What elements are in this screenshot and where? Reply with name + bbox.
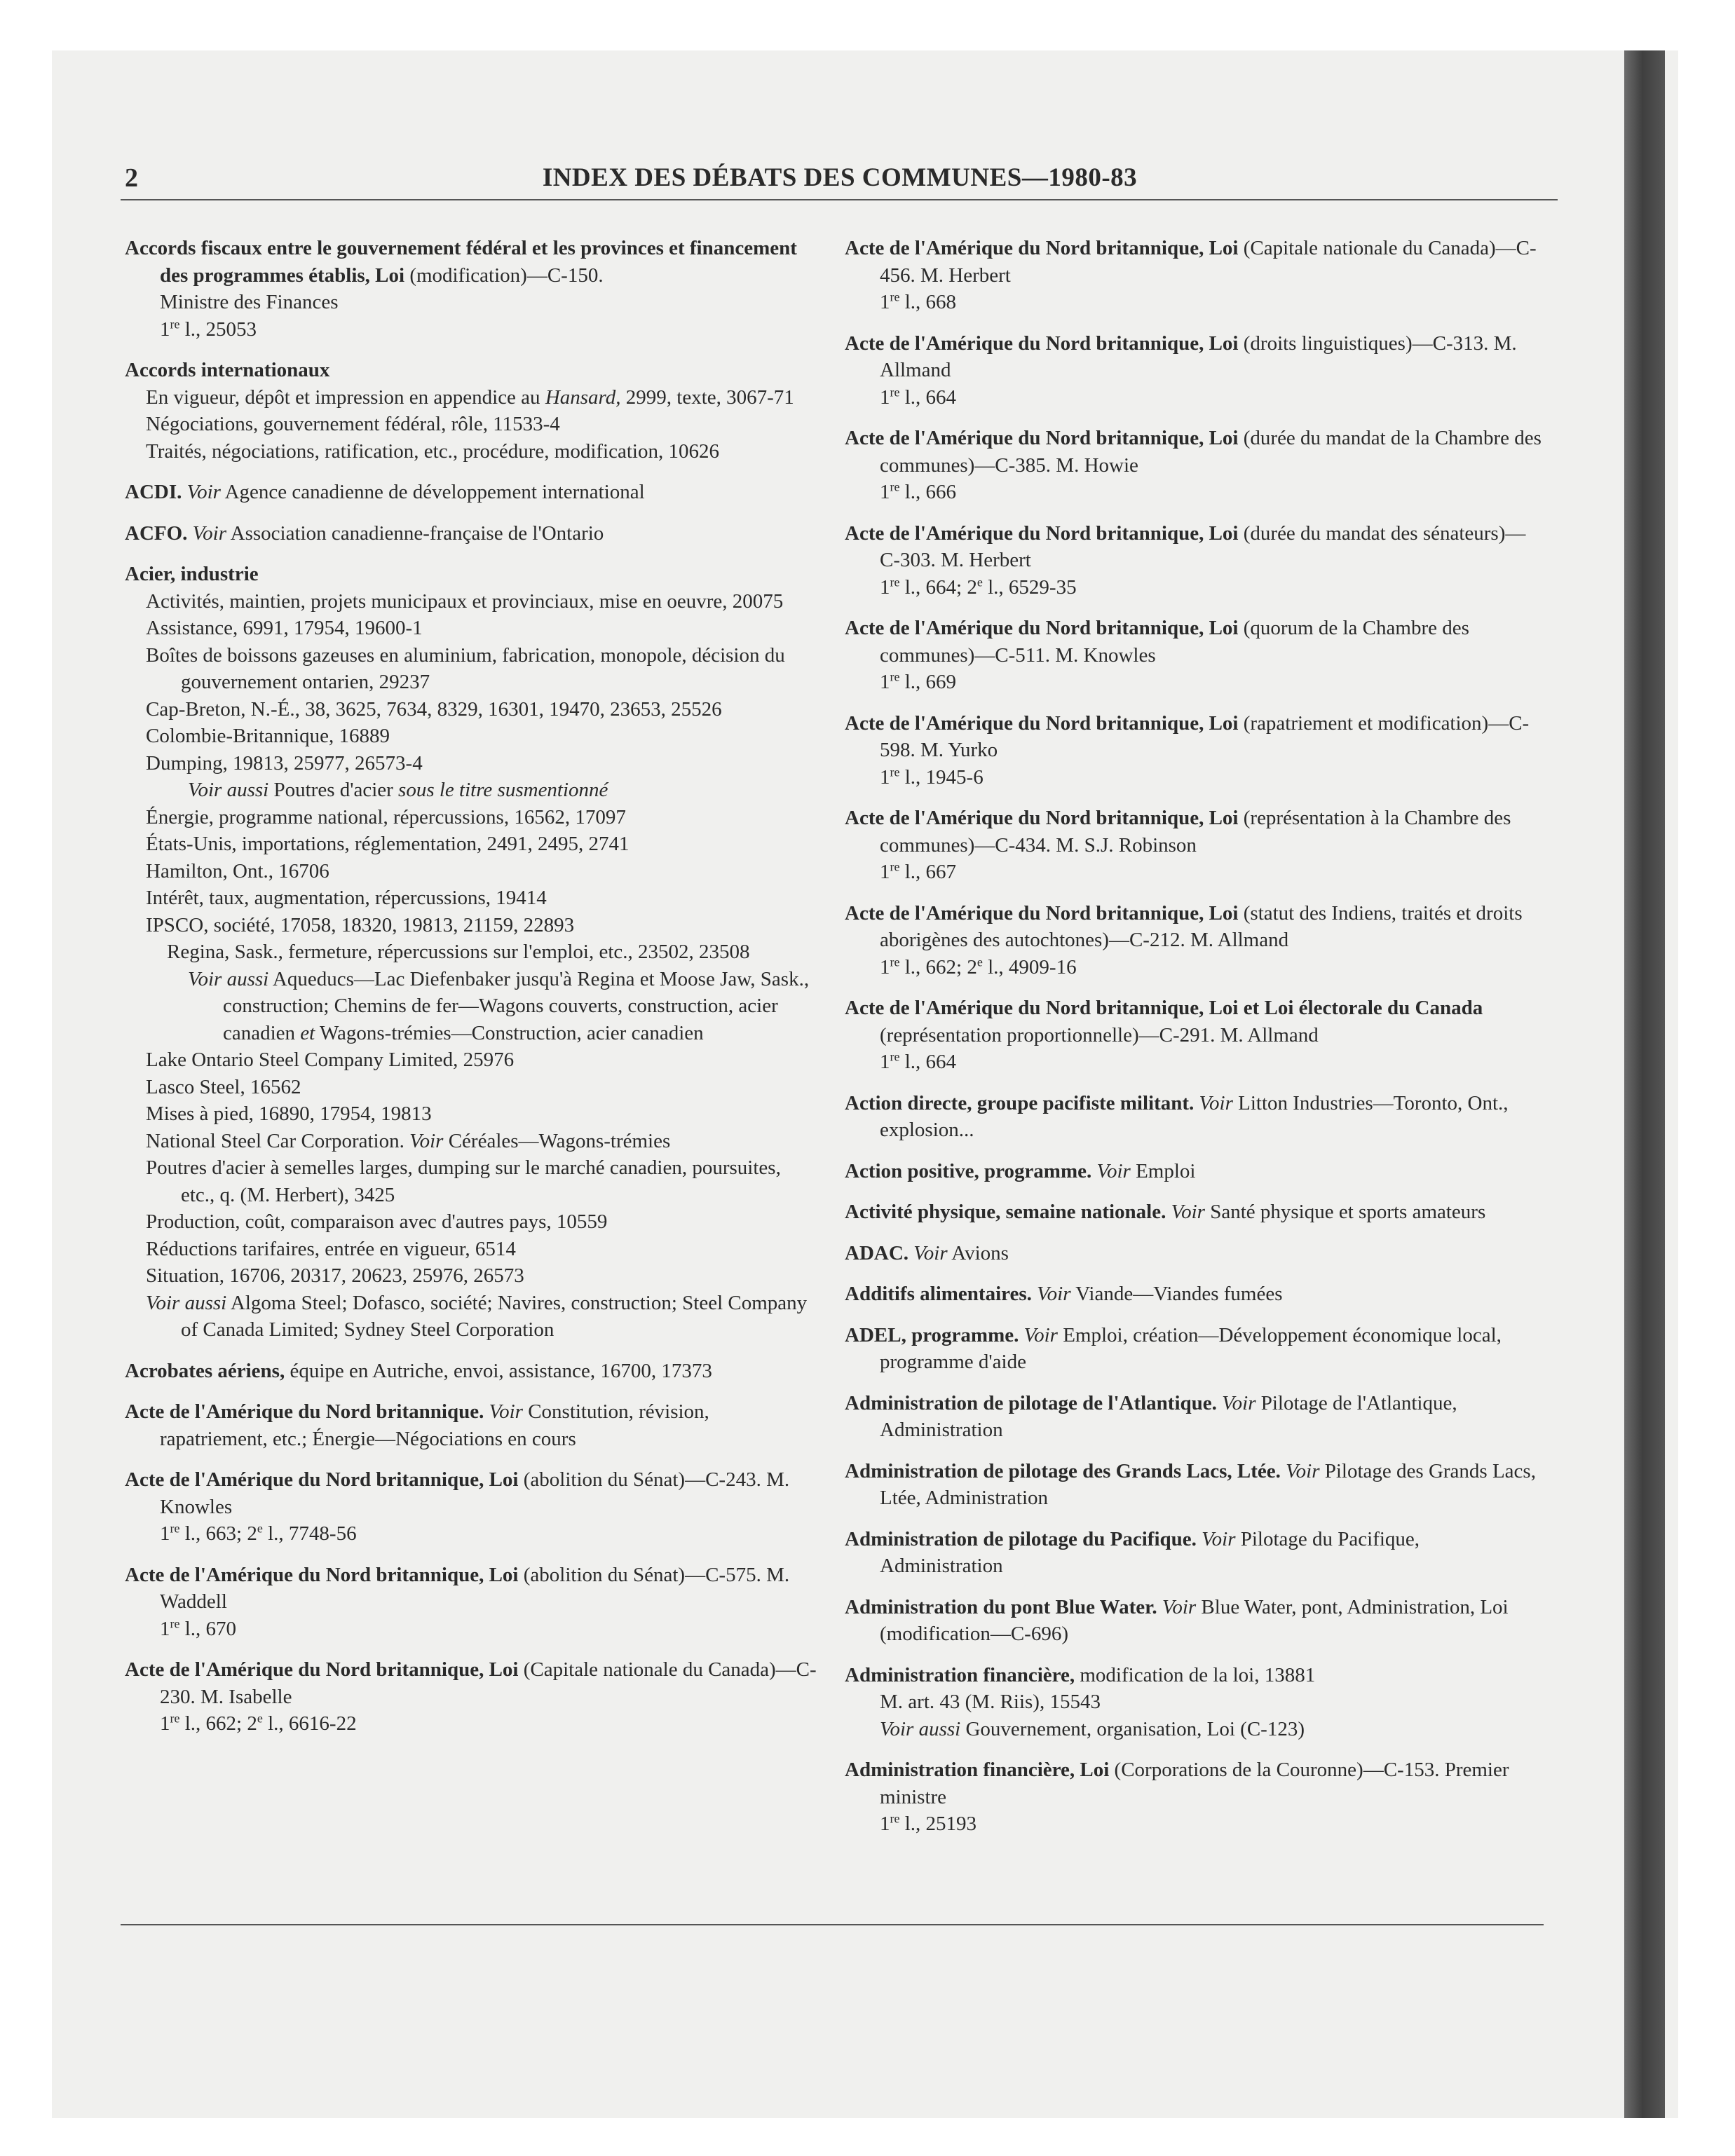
footer-rule (121, 1924, 1544, 1925)
entry-reading: 1re l., 666 (880, 479, 957, 503)
index-entry: Acte de l'Amérique du Nord britannique, Loi (statut des Indiens, traités et droits aborigènes des autochtones)—C-212. M. Allmand 1re l., 662; 2e l., 4909-16 (845, 900, 1546, 981)
index-entry: Acte de l'Amérique du Nord britannique. Voir Constitution, révision, rapatriement, etc.; Énergie—Négociations en cours (125, 1400, 709, 1450)
entry-heading: Acte de l'Amérique du Nord britannique, Loi et Loi électorale du Canada (845, 997, 1483, 1019)
index-entry: Acte de l'Amérique du Nord britannique, Loi et Loi électorale du Canada (représentation proportionnelle)—C-291. M. Allmand 1re l., 664 (845, 995, 1546, 1076)
entry-heading: Acrobates aériens, (125, 1359, 285, 1382)
index-column-left (125, 235, 819, 1752)
entry-heading: Acte de l'Amérique du Nord britannique, Loi (845, 617, 1239, 639)
subentry: Cap-Breton, N.-É., 38, 3625, 7634, 8329, 16301, 19470, 23653, 25526 (146, 697, 722, 721)
page-header (125, 163, 1555, 196)
header-rule (121, 199, 1558, 200)
index-entry: Acte de l'Amérique du Nord britannique, Loi (Capitale nationale du Canada)—C-230. M. Isabelle 1re l., 662; 2e l., 6616-22 (125, 1656, 819, 1738)
binding-shadow (1624, 50, 1665, 2118)
subentry: Traités, négociations, ratification, etc., procédure, modification, 10626 (146, 439, 719, 463)
entry-heading: Additifs alimentaires. (845, 1283, 1032, 1305)
subentry: Hamilton, Ont., 16706 (146, 859, 329, 882)
entry-reading: 1re l., 664 (880, 384, 957, 409)
index-entry (125, 357, 819, 465)
subentry: Intérêt, taux, augmentation, répercussions, 19414 (146, 887, 547, 909)
index-column-right (845, 235, 1546, 1852)
entry-heading: ADEL, programme. (845, 1323, 1019, 1346)
entry-heading: Acte de l'Amérique du Nord britannique. (125, 1400, 484, 1423)
entry-heading: ACFO. (125, 521, 188, 545)
entry-heading: ACDI. (125, 481, 182, 503)
index-entry: Acte de l'Amérique du Nord britannique, Loi (Capitale nationale du Canada)—C-456. M. Herbert 1re l., 668 (845, 235, 1546, 316)
entry-heading: Acte de l'Amérique du Nord britannique, Loi (845, 711, 1239, 735)
entry-reading: 1re l., 25193 (880, 1811, 977, 1835)
subentry: Lake Ontario Steel Company Limited, 25976 (146, 1049, 515, 1071)
entry-heading: Acte de l'Amérique du Nord britannique, Loi (845, 901, 1239, 925)
subentry: Poutres d'acier à semelles larges, dumping sur le marché canadien, poursuites, etc., q. (M. Herbert), 3425 (146, 1157, 781, 1206)
index-entry: Acte de l'Amérique du Nord britannique, Loi (représentation à la Chambre des communes)—C-434. M. S.J. Robinson 1re l., 667 (845, 805, 1546, 886)
index-entry: Acte de l'Amérique du Nord britannique, Loi (rapatriement et modification)—C-598. M. Yurko 1re l., 1945-6 (845, 710, 1546, 791)
index-entry: Administration de pilotage des Grands Lacs, Ltée. Voir Pilotage des Grands Lacs, Ltée, Administration (845, 1459, 1536, 1509)
entry-heading: ADAC. (845, 1241, 909, 1264)
page-number: 2 (125, 163, 138, 193)
subentry: IPSCO, société, 17058, 18320, 19813, 21159, 22893 (146, 913, 575, 936)
index-entry: Administration financière, Loi (Corporations de la Couronne)—C-153. Premier ministre 1re l., 25193 (845, 1756, 1546, 1838)
index-entry: Acte de l'Amérique du Nord britannique, Loi (abolition du Sénat)—C-575. M. Waddell 1re l., 670 (125, 1562, 819, 1643)
entry-reading: 1re l., 664; 2e l., 6529-35 (880, 574, 1077, 599)
see-also: Voir aussi Algoma Steel; Dofasco, société; Navires, construction; Steel Company of Canada Limited; Sydney Steel Corporation (146, 1291, 808, 1341)
subentry: National Steel Car Corporation. Voir Céréales—Wagons-trémies (146, 1129, 671, 1152)
subentry: Assistance, 6991, 17954, 19600-1 (146, 617, 423, 639)
index-entry (125, 561, 819, 1344)
entry-heading: Administration de pilotage de l'Atlantique. (845, 1391, 1217, 1414)
index-entry: Action directe, groupe pacifiste militant. Voir Litton Industries—Toronto, Ont., explosion... (845, 1091, 1509, 1141)
index-entry: Acte de l'Amérique du Nord britannique, Loi (quorum de la Chambre des communes)—C-511. M. Knowles 1re l., 669 (845, 615, 1546, 696)
entry-heading: Administration financière, (845, 1663, 1075, 1686)
subsubentry: Regina, Sask., fermeture, répercussions sur l'emploi, etc., 23502, 23508 (167, 941, 750, 963)
entry-heading: Administration financière, Loi (845, 1759, 1110, 1781)
subentry: Mises à pied, 16890, 17954, 19813 (146, 1103, 432, 1125)
index-entry: Acte de l'Amérique du Nord britannique, Loi (durée du mandat de la Chambre des communes)—C-385. M. Howie 1re l., 666 (845, 425, 1546, 506)
subentry: Activités, maintien, projets municipaux et provinciaux, mise en oeuvre, 20075 (146, 589, 784, 613)
see-also: Voir aussi Gouvernement, organisation, Loi (C-123) (880, 1717, 1305, 1740)
index-entry: Action positive, programme. Voir Emploi (845, 1159, 1196, 1182)
index-entry: Administration de pilotage du Pacifique. Voir Pilotage du Pacifique, Administration (845, 1527, 1420, 1577)
see-also: Voir aussi Aqueducs—Lac Diefenbaker jusqu'à Regina et Moose Jaw, Sask., construction; Chemins de fer—Wagons couverts, construction, acier canadien et Wagons-trémies—Construction, acier canadien (188, 967, 810, 1044)
index-entry: Acte de l'Amérique du Nord britannique, Loi (abolition du Sénat)—C-243. M. Knowles 1re l., 663; 2e l., 7748-56 (125, 1466, 819, 1548)
entry-heading: Acte de l'Amérique du Nord britannique, Loi (845, 427, 1239, 449)
index-entry: ACFO. Voir Association canadienne-française de l'Ontario (125, 521, 604, 545)
entry-reading: 1re l., 670 (160, 1616, 237, 1640)
running-title: INDEX DES DÉBATS DES COMMUNES—1980-83 (542, 163, 1138, 192)
index-entry: ADAC. Voir Avions (845, 1241, 1009, 1264)
subentry: Colombie-Britannique, 16889 (146, 725, 390, 747)
entry-heading: Acte de l'Amérique du Nord britannique, Loi (125, 1563, 519, 1586)
entry-heading: Acier, industrie (125, 563, 259, 585)
entry-heading: Acte de l'Amérique du Nord britannique, Loi (125, 1658, 519, 1681)
entry-reading: 1re l., 669 (880, 669, 957, 693)
index-entry: ADEL, programme. Voir Emploi, création—Développement économique local, programme d'aide (845, 1323, 1502, 1373)
entry-sponsor: Ministre des Finances (160, 291, 339, 313)
entry-heading: Acte de l'Amérique du Nord britannique, Loi (125, 1468, 519, 1491)
subentry: Situation, 16706, 20317, 20623, 25976, 26573 (146, 1264, 524, 1287)
entry-reading: 1re l., 664 (880, 1049, 957, 1073)
entry-heading: Action directe, groupe pacifiste militant. (845, 1091, 1195, 1114)
index-entry: Administration de pilotage de l'Atlantique. Voir Pilotage de l'Atlantique, Administration (845, 1391, 1457, 1441)
subentry: États-Unis, importations, réglementation, 2491, 2495, 2741 (146, 833, 630, 855)
subentry: Énergie, programme national, répercussions, 16562, 17097 (146, 805, 626, 828)
subentry: Lasco Steel, 16562 (146, 1075, 301, 1098)
entry-reading: 1re l., 663; 2e l., 7748-56 (160, 1521, 357, 1545)
index-entry: Administration du pont Blue Water. Voir Blue Water, pont, Administration, Loi (modification—C-696) (845, 1595, 1509, 1645)
entry-heading: Activité physique, semaine nationale. (845, 1201, 1166, 1223)
entry-heading: Acte de l'Amérique du Nord britannique, Loi (845, 332, 1239, 355)
entry-reading: 1re l., 668 (880, 289, 957, 313)
subentry: Boîtes de boissons gazeuses en aluminium, fabrication, monopole, décision du gouvernement ontarien, 29237 (146, 643, 785, 693)
entry-heading: Accords internationaux (125, 359, 330, 381)
entry-heading: Action positive, programme. (845, 1159, 1092, 1182)
index-entry: Additifs alimentaires. Voir Viande—Viandes fumées (845, 1283, 1283, 1305)
see-also: Voir aussi Poutres d'acier sous le titre susmentionné (188, 779, 608, 801)
index-entry: Acrobates aériens, équipe en Autriche, envoi, assistance, 16700, 17373 (125, 1359, 712, 1382)
index-entry: Accords fiscaux entre le gouvernement fédéral et les provinces et financement des programmes établis, Loi (modification)—C-150. Ministre des Finances 1re l., 25053 (125, 235, 819, 343)
entry-heading: Administration de pilotage du Pacifique. (845, 1527, 1197, 1550)
subentry: M. art. 43 (M. Riis), 15543 (880, 1691, 1101, 1713)
entry-reading: 1re l., 662; 2e l., 6616-22 (160, 1711, 357, 1735)
index-entry: Acte de l'Amérique du Nord britannique, Loi (durée du mandat des sénateurs)—C-303. M. Herbert 1re l., 664; 2e l., 6529-35 (845, 520, 1546, 601)
subentry: Dumping, 19813, 25977, 26573-4 (146, 751, 423, 775)
subentry: Réductions tarifaires, entrée en vigueur, 6514 (146, 1237, 516, 1260)
index-entry: Activité physique, semaine nationale. Voir Santé physique et sports amateurs (845, 1201, 1486, 1223)
index-entry: ACDI. Voir Agence canadienne de développement international (125, 481, 645, 503)
entry-heading: Accords fiscaux entre le gouvernement fédéral et les provinces et financement des programmes établis, Loi (125, 237, 797, 287)
entry-reading: 1re l., 667 (880, 859, 957, 883)
entry-heading: Administration de pilotage des Grands Lacs, Ltée. (845, 1459, 1281, 1482)
entry-reading: 1re l., 1945-6 (880, 764, 984, 789)
entry-heading: Acte de l'Amérique du Nord britannique, Loi (845, 521, 1239, 545)
entry-reading: 1re l., 25053 (160, 316, 257, 341)
entry-reading: 1re l., 662; 2e l., 4909-16 (880, 954, 1077, 978)
entry-heading: Administration du pont Blue Water. (845, 1595, 1157, 1618)
entry-heading: Acte de l'Amérique du Nord britannique, Loi (845, 237, 1239, 259)
index-entry: Acte de l'Amérique du Nord britannique, Loi (droits linguistiques)—C-313. M. Allmand 1re l., 664 (845, 330, 1546, 411)
subentry: En vigueur, dépôt et impression en appendice au Hansard, 2999, texte, 3067-71 (146, 386, 794, 409)
subentry: Négociations, gouvernement fédéral, rôle, 11533-4 (146, 413, 560, 435)
entry-heading: Acte de l'Amérique du Nord britannique, Loi (845, 807, 1239, 829)
index-entry: Administration financière, modification de la loi, 13881 M. art. 43 (M. Riis), 15543 Voir aussi Gouvernement, organisation, Loi (C-123) (845, 1662, 1546, 1743)
subentry: Production, coût, comparaison avec d'autres pays, 10559 (146, 1210, 608, 1233)
